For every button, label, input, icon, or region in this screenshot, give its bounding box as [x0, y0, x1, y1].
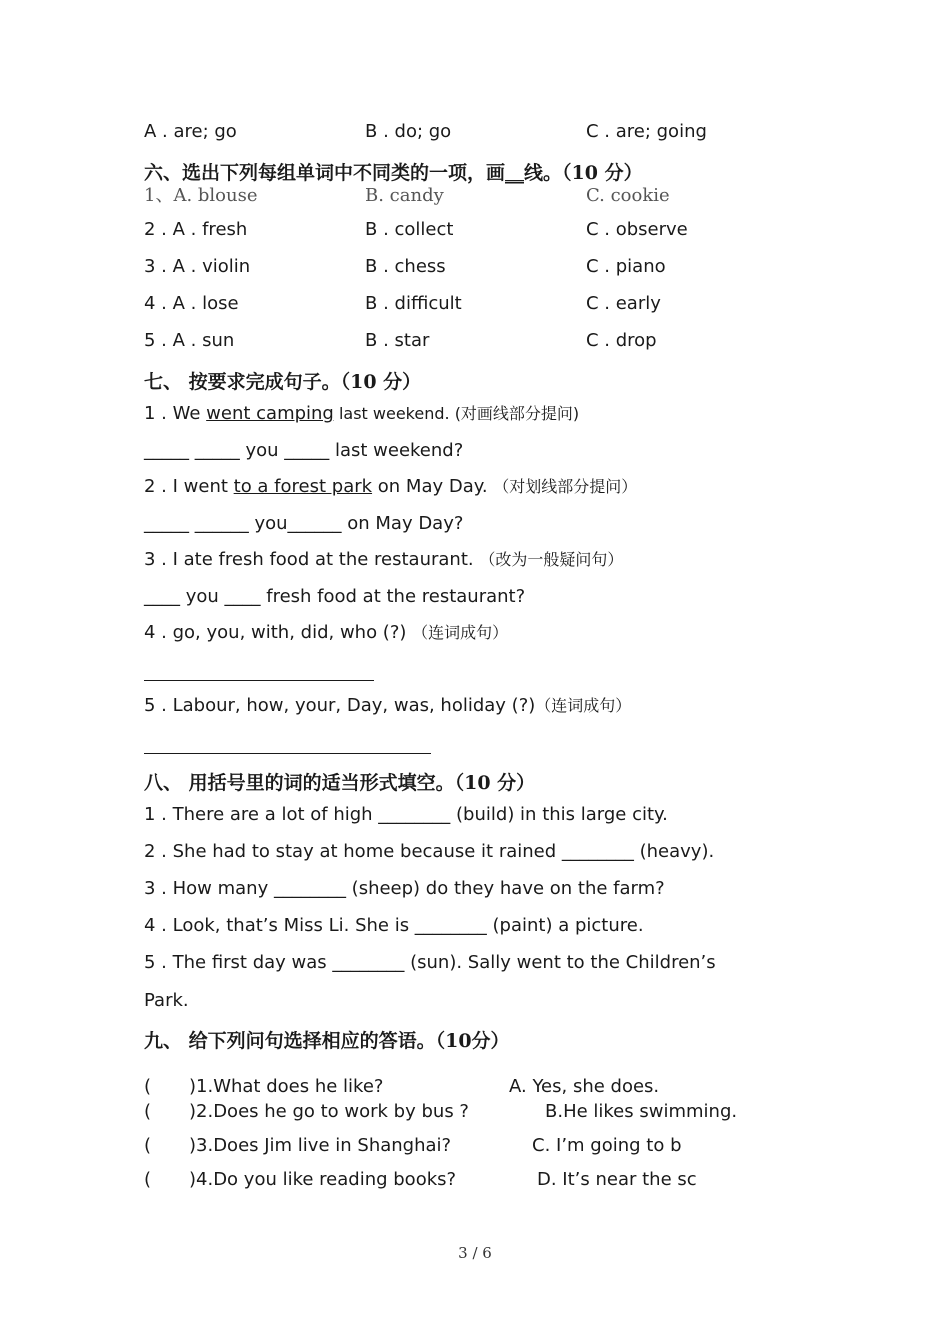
option-c: C. cookie — [586, 185, 670, 206]
q4-text: 4 . go, you, with, did, who (?) — [144, 622, 413, 643]
answer-option: B.He likes swimming. — [545, 1101, 738, 1122]
q4-answer-line — [144, 680, 374, 681]
option-a: 5 . A . sun — [144, 330, 235, 351]
section6-heading-blank: __ — [505, 162, 525, 184]
section8-item-3: 3 . How many ________ (sheep) do they have on the farm? — [144, 878, 665, 899]
question-text: )3.Does Jim live in Shanghai? — [189, 1135, 452, 1156]
q1-text-post: last weekend. (对画线部分提问) — [333, 404, 580, 423]
q5-note: （连词成句） — [535, 696, 632, 715]
q2-underlined: to a forest park — [233, 476, 373, 497]
option-a: 1、A. blouse — [144, 185, 258, 206]
option-a: 3 . A . violin — [144, 256, 251, 277]
option-b: B . star — [365, 330, 430, 351]
q4-note: （连词成句） — [412, 623, 509, 642]
section7-q3-answer: ____ you ____ fresh food at the restaurant? — [144, 586, 526, 607]
page-number: 3 / 6 — [458, 1244, 492, 1262]
option-c: C . are; going — [586, 121, 707, 142]
q2-note: （对划线部分提问） — [493, 477, 638, 496]
section8-item-5: 5 . The first day was ________ (sun). Sally went to the Children’s — [144, 952, 716, 973]
section6-heading-post: 线。（10 分） — [524, 162, 643, 184]
answer-option: D. It’s near the sc — [537, 1169, 697, 1190]
section7-heading: 七、 按要求完成句子。（10 分） — [144, 371, 422, 393]
section6-heading — [144, 158, 643, 185]
answer-paren: ( — [144, 1169, 152, 1190]
q1-underlined: went camping — [206, 403, 334, 424]
option-a: 4 . A . lose — [144, 293, 239, 314]
answer-option: C. I’m going to b — [532, 1135, 682, 1156]
answer-option: A. Yes, she does. — [509, 1076, 660, 1097]
option-c: C . piano — [586, 256, 666, 277]
q2-text-post: on May Day. — [372, 476, 494, 497]
section8-item-4: 4 . Look, that’s Miss Li. She is ________ (paint) a picture. — [144, 915, 644, 936]
section7-q2-answer: _____ ______ you______ on May Day? — [144, 513, 464, 534]
question-text: )4.Do you like reading books? — [189, 1169, 457, 1190]
q3-note: （改为一般疑问句） — [479, 550, 624, 569]
section8-item-2: 2 . She had to stay at home because it rained ________ (heavy). — [144, 841, 715, 862]
option-c: C . early — [586, 293, 661, 314]
section7-q1 — [144, 403, 579, 425]
section7-q2 — [144, 476, 637, 498]
answer-paren: ( — [144, 1135, 152, 1156]
section8-item-1: 1 . There are a lot of high ________ (build) in this large city. — [144, 804, 668, 825]
section7-q5 — [144, 695, 631, 717]
answer-paren: ( — [144, 1101, 152, 1122]
q2-text-pre: 2 . I went — [144, 476, 234, 497]
option-a: A . are; go — [144, 121, 237, 142]
section8-heading: 八、 用括号里的词的适当形式填空。（10 分） — [144, 772, 536, 794]
q5-text: 5 . Labour, how, your, Day, was, holiday (?) — [144, 695, 536, 716]
option-c: C . drop — [586, 330, 657, 351]
q5-answer-line — [144, 753, 431, 754]
option-b: B . chess — [365, 256, 446, 277]
option-b: B . do; go — [365, 121, 452, 142]
question-text: )1.What does he like? — [189, 1076, 384, 1097]
section7-q4 — [144, 622, 508, 644]
answer-paren: ( — [144, 1076, 152, 1097]
option-b: B. candy — [365, 185, 444, 206]
q1-text-pre: 1 . We — [144, 403, 207, 424]
option-b: B . collect — [365, 219, 454, 240]
q3-text: 3 . I ate fresh food at the restaurant. — [144, 549, 480, 570]
question-text: )2.Does he go to work by bus ? — [189, 1101, 469, 1122]
option-c: C . observe — [586, 219, 688, 240]
section6-heading-pre: 六、选出下列每组单词中不同类的一项，画 — [144, 162, 506, 184]
option-b: B . difficult — [365, 293, 462, 314]
section7-q3 — [144, 549, 623, 571]
option-a: 2 . A . fresh — [144, 219, 248, 240]
section8-item-5-continued: Park. — [144, 990, 189, 1011]
section9-heading: 九、 给下列问句选择相应的答语。（10分） — [144, 1030, 510, 1052]
section7-q1-answer: _____ _____ you _____ last weekend? — [144, 440, 464, 461]
